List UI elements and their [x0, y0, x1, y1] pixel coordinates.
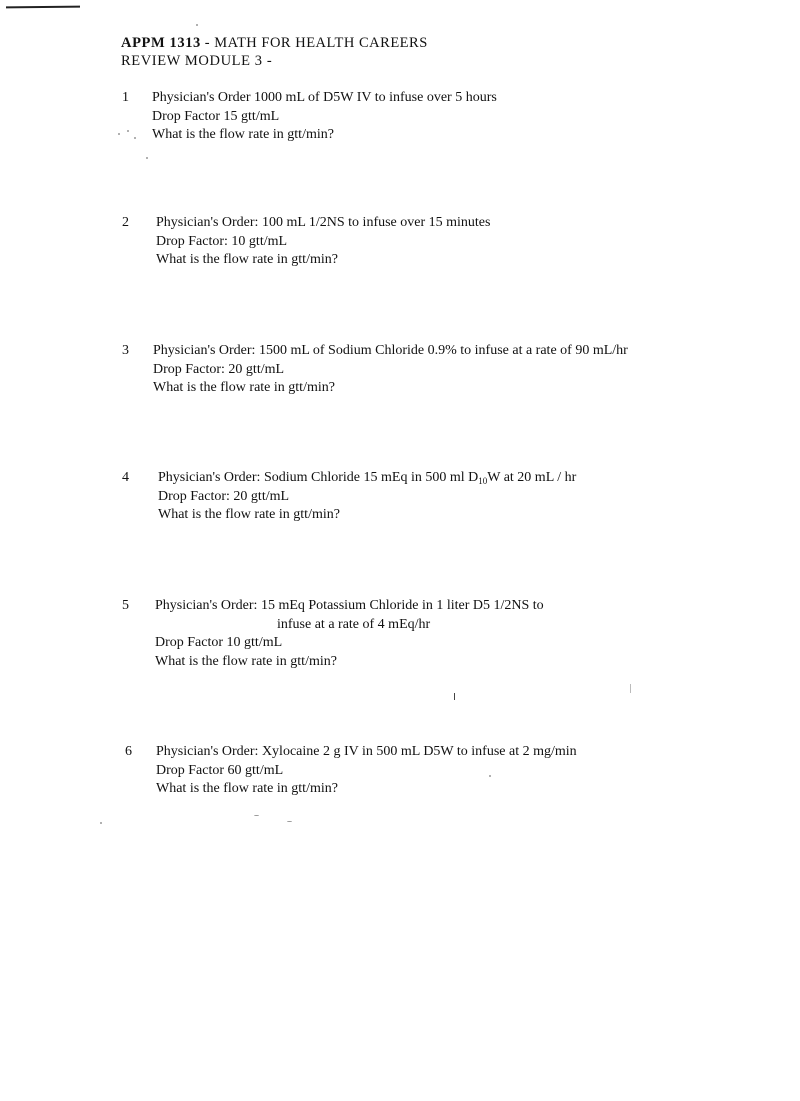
problem-number: 3	[122, 343, 129, 358]
scan-speck	[196, 24, 198, 26]
module-title: REVIEW MODULE 3 -	[121, 53, 273, 69]
problem-number: 5	[122, 598, 129, 613]
question: What is the flow rate in gtt/min?	[155, 653, 337, 669]
problem-6	[122, 743, 722, 803]
drop-factor: Drop Factor 10 gtt/mL	[155, 635, 283, 650]
drop-factor: Drop Factor: 10 gtt/mL	[156, 233, 288, 249]
problem-5	[122, 597, 722, 677]
course-title: - MATH FOR HEALTH CAREERS	[204, 35, 428, 51]
question: What is the flow rate in gtt/min?	[156, 781, 338, 796]
dextrose-concentration-subscript: 10	[478, 476, 488, 486]
question: What is the flow rate in gtt/min?	[158, 507, 340, 522]
course-code: APPM 1313	[121, 35, 201, 51]
problem-number: 4	[122, 470, 129, 485]
drop-factor: Drop Factor 15 gtt/mL	[152, 108, 280, 124]
drop-factor: Drop Factor: 20 gtt/mL	[153, 361, 285, 377]
problem-3	[122, 342, 762, 402]
physician-order-suffix: W at 20 mL / hr	[487, 470, 577, 485]
physician-order: Physician's Order: 1500 mL of Sodium Chloride 0.9% to infuse at a rate of 90 mL/hr	[153, 343, 628, 358]
question: What is the flow rate in gtt/min?	[153, 380, 335, 395]
scan-speck	[489, 775, 491, 777]
physician-order	[158, 469, 576, 488]
question: What is the flow rate in gtt/min?	[156, 252, 338, 267]
drop-factor: Drop Factor: 20 gtt/mL	[158, 488, 290, 504]
problem-2	[122, 214, 722, 274]
document-header	[121, 34, 428, 70]
physician-order: Physician's Order 1000 mL of D5W IV to infuse over 5 hours	[152, 90, 497, 105]
scan-mark	[454, 693, 455, 700]
problem-1	[122, 89, 722, 149]
physician-order: Physician's Order: 100 mL 1/2NS to infuse over 15 minutes	[156, 215, 491, 230]
drop-factor: Drop Factor 60 gtt/mL	[156, 762, 284, 778]
physician-order: Physician's Order: Xylocaine 2 g IV in 500 mL D5W to infuse at 2 mg/min	[156, 744, 577, 759]
corner-pen-mark	[6, 6, 80, 9]
header-title-line	[121, 34, 428, 52]
scan-speck	[287, 821, 292, 822]
scan-speck	[100, 822, 102, 824]
scan-speck	[134, 137, 136, 139]
problem-number: 2	[122, 215, 129, 230]
physician-order-continued: infuse at a rate of 4 mEq/hr	[277, 616, 431, 632]
scan-speck	[146, 157, 148, 159]
problem-number: 6	[125, 744, 132, 759]
scan-mark	[630, 684, 631, 693]
scan-speck	[118, 133, 120, 135]
scan-speck	[254, 815, 259, 816]
scan-speck	[127, 130, 129, 132]
physician-order-prefix: Physician's Order: Sodium Chloride 15 mEq in 500 ml D	[158, 470, 479, 485]
physician-order: Physician's Order: 15 mEq Potassium Chloride in 1 liter D5 1/2NS to	[155, 598, 544, 613]
problem-4	[122, 469, 722, 529]
problem-number: 1	[122, 90, 129, 105]
question: What is the flow rate in gtt/min?	[152, 127, 334, 142]
